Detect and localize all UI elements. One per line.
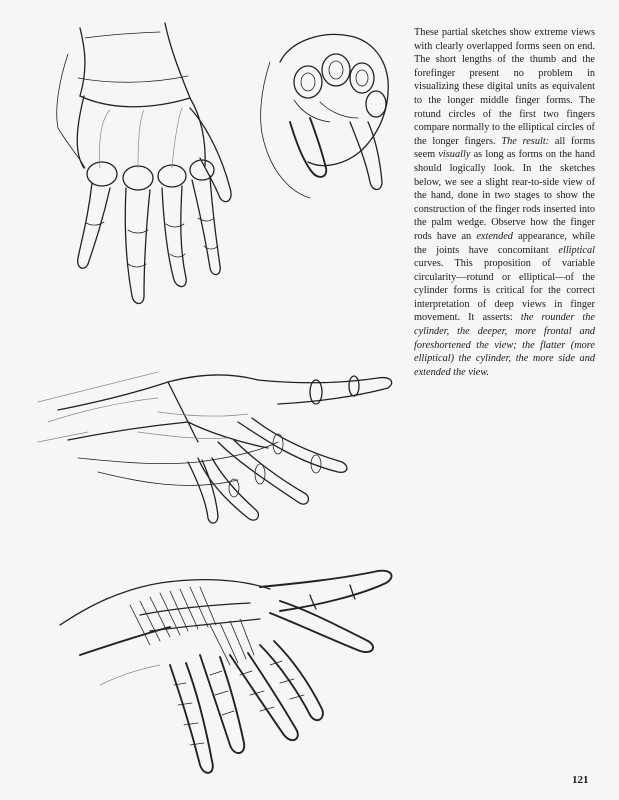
page-number: 121 [572,774,589,786]
body-text-part-3: as long as forms on the hand should logically look. In the sketches below, we see a slight rear-to-side view of the hand, done in two stages to show the construction of the finger rods inserted into the palm wedge. Observe how the finger rods have an [414,149,596,242]
body-text [414,26,595,379]
body-text-part-5: curves. This proposition of variable circularity—rotund or elliptical—of the cylinder forms is critical for the correct interpretation of deep views in finger movement. It asserts: [414,258,595,324]
result-label: The result: [501,135,550,147]
body-text-part-4: appearance, while the joints have concomitant [414,230,595,256]
visually-emphasis: visually [438,149,471,161]
hand-sketch-top-view [40,18,265,318]
body-text-part-1: These partial sketches show extreme views with clearly overlapped forms seen on end. The short lengths of the thumb and the forefinger present no problem in visualizing these digital units as equivalent to the longer middle finger forms. The rotund circles of the first two fingers compare normally to the elliptical circles of the longer fingers. [414,27,595,147]
assertion-text: the rounder the cylinder, the deeper, more frontal and foreshortened the view; the flatter (more elliptical) the cylinder, the more side and extended the view. [414,312,595,378]
extended-emphasis: extended [476,230,513,242]
hand-sketch-construction [38,362,408,532]
body-text-part-2: all forms seem [414,135,595,161]
hand-sketch-finished [60,565,400,780]
elliptical-emphasis: elliptical [558,244,595,256]
hand-sketch-foreshortened [250,22,400,202]
